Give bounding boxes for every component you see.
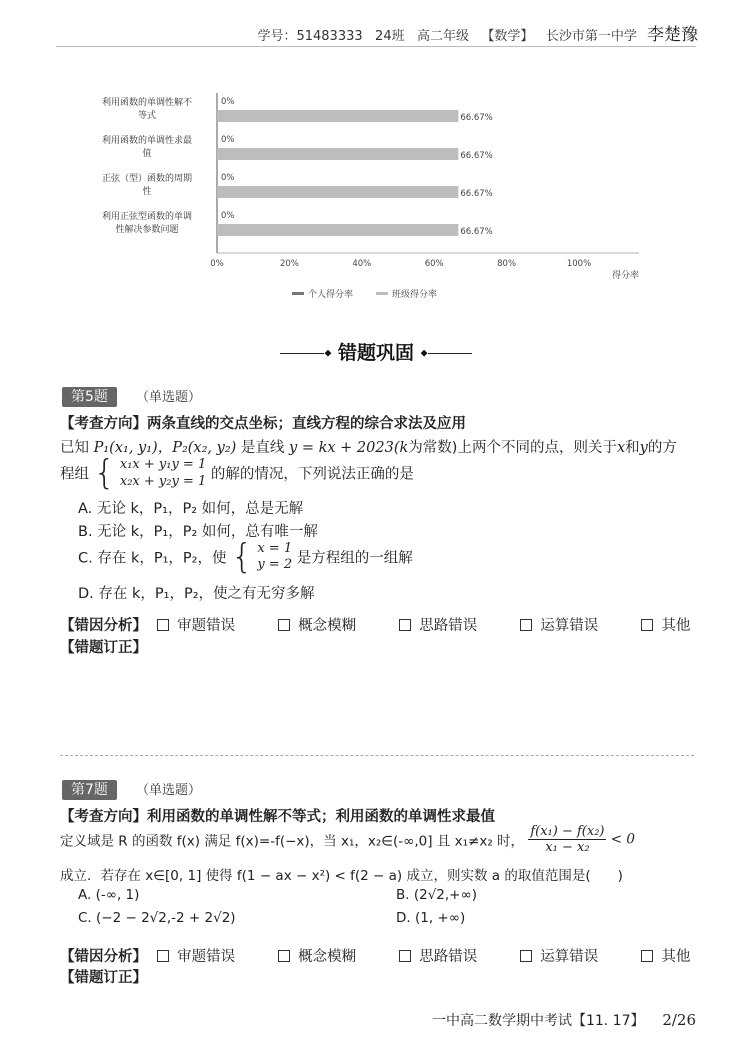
- x-tick-label: 40%: [352, 259, 372, 269]
- checkbox-label: 运算错误: [540, 618, 599, 634]
- checkbox-careless-reading[interactable]: [157, 949, 235, 965]
- title-diamond-right: ◆: [420, 348, 428, 359]
- checkbox-box[interactable]: [399, 950, 411, 962]
- bar-class: [217, 110, 458, 122]
- section-title: [0, 338, 752, 365]
- category-label: 性解决参数问题: [115, 225, 179, 235]
- checkbox-box[interactable]: [278, 950, 290, 962]
- legend-swatch-personal: [292, 292, 304, 295]
- x-tick-label: 60%: [424, 259, 444, 269]
- grade-label: 高二年级: [417, 29, 470, 44]
- q7-option-b: B. (2√2,+∞): [396, 887, 478, 903]
- error-analysis-label: 【错因分析】: [60, 949, 147, 965]
- q5-stem-line-eq: y = kx + 2023(k: [289, 440, 409, 456]
- q7-tag: 第7题: [62, 780, 117, 800]
- q7-fraction-numerator: f(x₁) − f(x₂): [530, 824, 605, 839]
- q7-error-analysis: [60, 945, 690, 966]
- q5-eq2: x₂x + y₂y = 1: [119, 474, 207, 489]
- category-label: 利用正弦型函数的单调: [101, 212, 193, 222]
- q5-stem-line1: [60, 436, 677, 457]
- q5-stem-text: 和: [625, 440, 640, 456]
- checkbox-box[interactable]: [641, 619, 653, 631]
- page-footer: [432, 1010, 696, 1030]
- question-separator: [60, 755, 694, 756]
- q5-error-analysis: [60, 614, 690, 635]
- q5-option-a: A. 无论 k，P₁，P₂ 如何，总是无解: [78, 501, 304, 517]
- q5-stem-var: y: [639, 440, 648, 456]
- checkbox-approach-error[interactable]: [399, 949, 477, 965]
- section-title-text: 错题巩固: [337, 342, 414, 364]
- category-label: 值: [142, 149, 152, 159]
- school-label: 长沙市第一中学: [545, 29, 637, 44]
- q5-correction-label: 【错题订正】: [60, 640, 147, 656]
- q5-option-c-text: 是方程组的一组解: [296, 550, 413, 567]
- q5-option-c-brace: {: [231, 537, 253, 577]
- category-label: 正弦（型）函数的周期: [101, 174, 193, 184]
- student-id: 学号：51483333: [257, 29, 363, 44]
- q7-stem-text: 定义域是 R 的函数 f(x) 满足 f(x)=-f(−x)，当 x₁，x₂∈(-∞,0] 且 x₁≠x₂ 时，: [60, 833, 525, 850]
- checkbox-calculation-error[interactable]: [520, 618, 598, 634]
- q5-type: （单选题）: [136, 390, 202, 405]
- data-label-class: 66.67%: [460, 113, 493, 123]
- q5-stem-text: 已知: [60, 440, 89, 456]
- subject-label: 【数学】: [481, 29, 534, 44]
- checkbox-other[interactable]: [641, 949, 690, 965]
- q5-stem-text: 为常数: [408, 440, 452, 456]
- checkbox-calculation-error[interactable]: [520, 949, 598, 965]
- checkbox-box[interactable]: [520, 950, 532, 962]
- checkbox-box[interactable]: [157, 950, 169, 962]
- q5-stem-text: 是直线: [240, 440, 285, 456]
- page-header: [257, 20, 698, 45]
- x-axis-title: 得分率: [611, 271, 639, 281]
- q5-header: [62, 386, 201, 406]
- q7-header: [62, 779, 201, 799]
- q5-option-c-system: [257, 541, 292, 573]
- q7-fraction: [528, 824, 606, 855]
- data-label-class: 66.67%: [460, 151, 493, 161]
- legend-label-personal: 个人得分率: [308, 290, 354, 300]
- checkbox-box[interactable]: [520, 619, 532, 631]
- q5-stem-text: 的方: [647, 440, 677, 456]
- q7-option-d: D. (1, +∞): [396, 910, 466, 926]
- q5-direction-text: 两条直线的交点坐标；直线方程的综合求法及应用: [147, 416, 466, 432]
- title-line-left: [280, 353, 324, 354]
- x-tick-label: 80%: [497, 259, 517, 269]
- student-name: 李楚豫: [647, 25, 698, 45]
- q7-direction: [60, 805, 495, 826]
- checkbox-careless-reading[interactable]: [157, 618, 235, 634]
- q7-stem-line2: 成立．若存在 x∈[0, 1] 使得 f(1 − ax − x²) < f(2 − a) 成立，则实数 a 的取值范围是( ): [60, 868, 623, 884]
- q7-option-a: A. (-∞, 1): [78, 887, 140, 903]
- data-label-personal: 0%: [221, 135, 235, 145]
- title-line-right: [428, 353, 472, 354]
- score-rate-chart: [60, 85, 680, 310]
- q5-option-c-text: C. 存在 k，P₁，P₂，使: [78, 550, 227, 567]
- checkbox-box[interactable]: [399, 619, 411, 631]
- checkbox-label: 运算错误: [540, 949, 599, 965]
- checkbox-approach-error[interactable]: [399, 618, 477, 634]
- checkbox-label: 其他: [661, 618, 691, 634]
- data-label-personal: 0%: [221, 173, 235, 183]
- header-divider: [56, 46, 696, 47]
- checkbox-label: 其他: [661, 949, 691, 965]
- q5-stem-text: )上两个不同的点，则关于: [451, 440, 617, 456]
- q5-stem-var: x: [616, 440, 626, 456]
- data-label-personal: 0%: [221, 211, 235, 221]
- error-analysis-label: 【错因分析】: [60, 618, 147, 634]
- q7-direction-text: 利用函数的单调性解不等式；利用函数的单调性求最值: [147, 809, 495, 825]
- footer-page-number: 2/26: [662, 1011, 696, 1029]
- checkbox-label: 审题错误: [177, 618, 236, 634]
- q5-tag: 第5题: [62, 387, 117, 407]
- checkbox-label: 思路错误: [419, 949, 478, 965]
- category-label: 利用函数的单调性求最: [101, 136, 193, 146]
- data-label-personal: 0%: [221, 97, 235, 107]
- q5-direction: [60, 412, 466, 433]
- checkbox-label: 概念模糊: [298, 618, 357, 634]
- checkbox-concept-unclear[interactable]: [278, 618, 356, 634]
- q5-option-c-eq2: y = 2: [257, 557, 293, 572]
- q5-equation-system: [120, 456, 206, 490]
- category-label: 性: [142, 187, 152, 197]
- q5-eq1: x₁x + y₁y = 1: [119, 457, 207, 472]
- checkbox-box[interactable]: [641, 950, 653, 962]
- q7-direction-label: 【考查方向】: [60, 809, 147, 825]
- q5-stem-text: 程组: [60, 466, 89, 483]
- category-label: 利用函数的单调性解不: [101, 98, 193, 108]
- checkbox-other[interactable]: [641, 618, 690, 634]
- q5-option-c: [78, 537, 413, 577]
- legend-swatch-class: [376, 292, 388, 295]
- q5-option-d: D. 存在 k，P₁，P₂，使之有无穷多解: [78, 586, 315, 602]
- q7-stem-line1: [60, 824, 635, 855]
- q7-fraction-denominator: x₁ − x₂: [545, 840, 590, 855]
- checkbox-box[interactable]: [278, 619, 290, 631]
- q7-option-c: C. (−2 − 2√2,-2 + 2√2): [78, 910, 236, 926]
- legend-label-class: 班级得分率: [392, 290, 438, 300]
- q5-stem-points: P₁(x₁, y₁)，P₂(x₂, y₂): [93, 440, 237, 456]
- bar-class: [217, 148, 458, 160]
- q5-system-brace: {: [93, 453, 116, 493]
- class-label: 24班: [375, 29, 405, 44]
- q5-option-b: B. 无论 k，P₁，P₂ 如何，总有唯一解: [78, 524, 318, 540]
- q5-direction-label: 【考查方向】: [60, 416, 147, 432]
- x-tick-label: 20%: [279, 259, 299, 269]
- checkbox-concept-unclear[interactable]: [278, 949, 356, 965]
- bar-class: [217, 186, 458, 198]
- q5-stem-line2: [60, 453, 414, 493]
- checkbox-box[interactable]: [157, 619, 169, 631]
- q7-type: （单选题）: [136, 783, 202, 798]
- data-label-class: 66.67%: [460, 227, 493, 237]
- title-diamond-left: ◆: [324, 348, 332, 359]
- q7-correction-label: 【错题订正】: [60, 970, 147, 986]
- bar-class: [217, 224, 458, 236]
- checkbox-label: 思路错误: [419, 618, 478, 634]
- checkbox-label: 审题错误: [177, 949, 236, 965]
- q7-stem-inequality: < 0: [610, 831, 635, 848]
- q5-option-c-eq1: x = 1: [257, 541, 293, 556]
- x-tick-label: 0%: [210, 259, 224, 269]
- checkbox-label: 概念模糊: [298, 949, 357, 965]
- q5-stem-text: 的解的情况，下列说法正确的是: [210, 466, 414, 483]
- category-label: 等式: [137, 111, 157, 121]
- data-label-class: 66.67%: [460, 189, 493, 199]
- x-tick-label: 100%: [566, 259, 592, 269]
- footer-exam-title: 一中高二数学期中考试【11. 17】: [431, 1013, 645, 1029]
